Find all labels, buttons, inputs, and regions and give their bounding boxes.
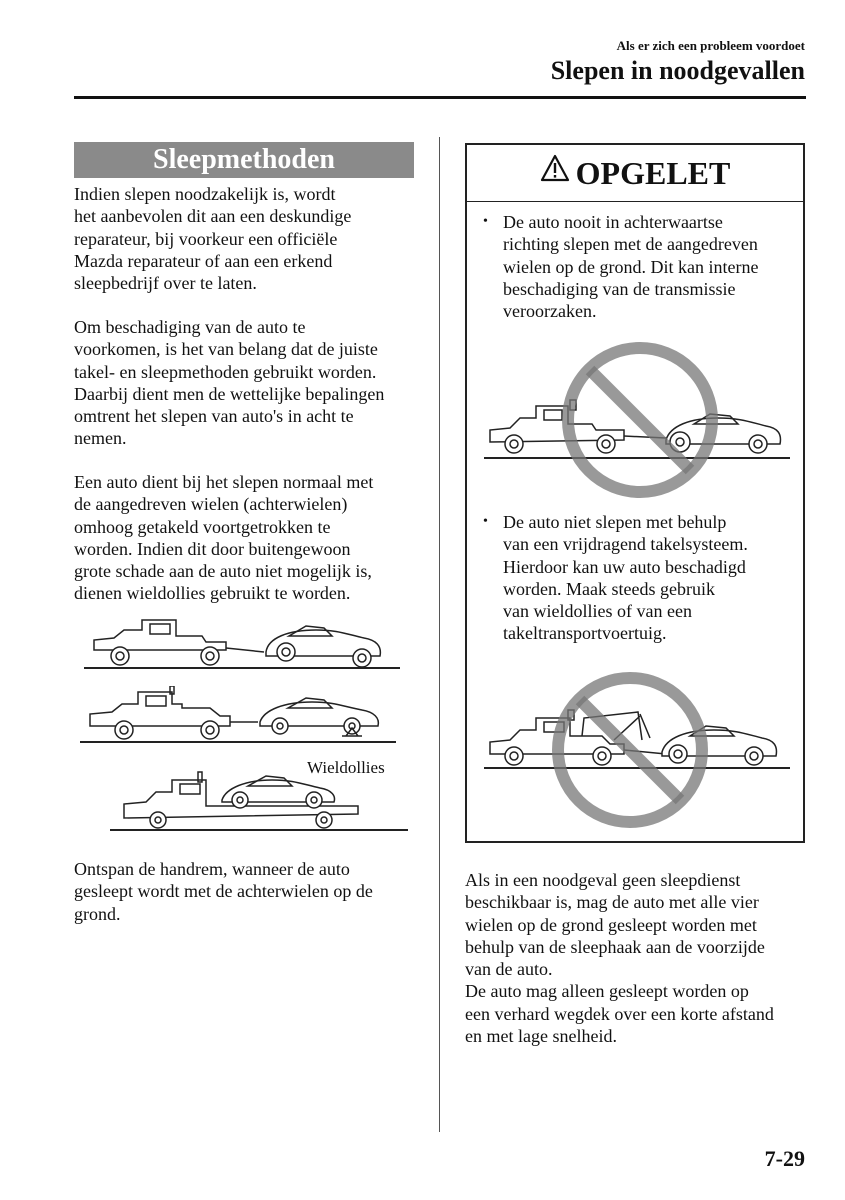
text-line: voorkomen, is het van belang dat de juiste <box>74 339 378 360</box>
text-line: en met lage snelheid. <box>465 1026 617 1047</box>
text-line: Als in een noodgeval geen sleepdienst <box>465 870 741 890</box>
text-line: Ontspan de handrem, wanneer de auto <box>74 859 350 879</box>
warning-triangle-icon <box>540 154 570 187</box>
text-line: van wieldollies of van een <box>503 601 692 622</box>
text-line: het aanbevolen dit aan een deskundige <box>74 206 352 227</box>
illustration-prohibited-cantilever <box>484 654 794 834</box>
text-line: omtrent het slepen van auto's in acht te <box>74 406 354 427</box>
illustration-wheel-dollies <box>80 686 400 746</box>
text-line: reparateur, bij voorkeur een officiële <box>74 228 338 249</box>
bullet-dot: • <box>483 214 488 229</box>
illustration-prohibited-rear-tow <box>484 332 794 512</box>
text-line: dienen wieldollies gebruikt te worden. <box>74 583 351 604</box>
warning-title: OPGELET <box>575 155 731 191</box>
text-line: takeltransportvoertuig. <box>503 623 667 644</box>
text-line: gesleept wordt met de achterwielen op de <box>74 881 373 902</box>
text-line: van de auto. <box>465 959 553 980</box>
text-line: de aangedreven wielen (achterwielen) <box>74 494 348 515</box>
text-line: omhoog getakeld voortgetrokken te <box>74 516 331 537</box>
text-line: Een auto dient bij het slepen normaal met <box>74 472 374 492</box>
page-number: 7-29 <box>764 1146 805 1171</box>
text-line: De auto nooit in achterwaartse <box>503 212 723 232</box>
text-line: Daarbij dient men de wettelijke bepalingen <box>74 383 385 404</box>
paragraph-emergency-tow <box>465 869 815 1047</box>
text-line: Indien slepen noodzakelijk is, wordt <box>74 184 336 204</box>
text-line: De auto mag alleen gesleept worden op <box>465 981 749 1002</box>
paragraph-legal <box>74 316 424 450</box>
text-line: worden. Indien dit door buitengewoon <box>74 538 351 559</box>
text-line: worden. Maak steeds gebruik <box>503 578 715 599</box>
page-title: Slepen in noodgevallen <box>550 56 805 85</box>
illustration-wheel-lift <box>84 612 404 672</box>
text-line: beschadiging van de transmissie <box>503 278 736 299</box>
illustration-flatbed <box>110 770 410 834</box>
text-line: grote schade aan de auto niet mogelijk is, <box>74 561 372 582</box>
text-line: De auto niet slepen met behulp <box>503 512 727 532</box>
text-line: beschikbaar is, mag de auto met alle vier <box>465 892 759 913</box>
header-section-label: Als er zich een probleem voordoet <box>616 38 805 53</box>
paragraph-method <box>74 471 424 605</box>
warning-header <box>467 145 803 202</box>
text-line: Om beschadiging van de auto te <box>74 317 306 337</box>
text-line: sleepbedrijf over te laten. <box>74 273 257 294</box>
warning-bullet-1 <box>483 211 803 322</box>
text-line: Hierdoor kan uw auto beschadigd <box>503 556 746 577</box>
text-line: grond. <box>74 903 121 924</box>
column-divider <box>439 137 440 1132</box>
paragraph-intro <box>74 183 424 294</box>
bullet-dot: • <box>483 514 488 529</box>
text-line: van een vrijdragend takelsysteem. <box>503 534 748 555</box>
text-line: Mazda reparateur of aan een erkend <box>74 250 333 271</box>
section-heading: Sleepmethoden <box>74 142 414 178</box>
text-line: wielen op de grond. Dit kan interne <box>503 256 759 277</box>
header-rule <box>74 96 806 99</box>
text-line: nemen. <box>74 428 127 449</box>
text-line: veroorzaken. <box>503 301 597 322</box>
text-line: wielen op de grond gesleept worden met <box>465 914 757 935</box>
paragraph-handbrake <box>74 858 424 925</box>
text-line: richting slepen met de aangedreven <box>503 234 758 255</box>
warning-bullet-2 <box>483 511 803 645</box>
text-line: behulp van de sleephaak aan de voorzijde <box>465 936 765 957</box>
figure-label-wieldollies: Wieldollies <box>307 758 385 777</box>
text-line: een verhard wegdek over een korte afstand <box>465 1003 774 1024</box>
text-line: takel- en sleepmethoden gebruikt worden. <box>74 361 377 382</box>
